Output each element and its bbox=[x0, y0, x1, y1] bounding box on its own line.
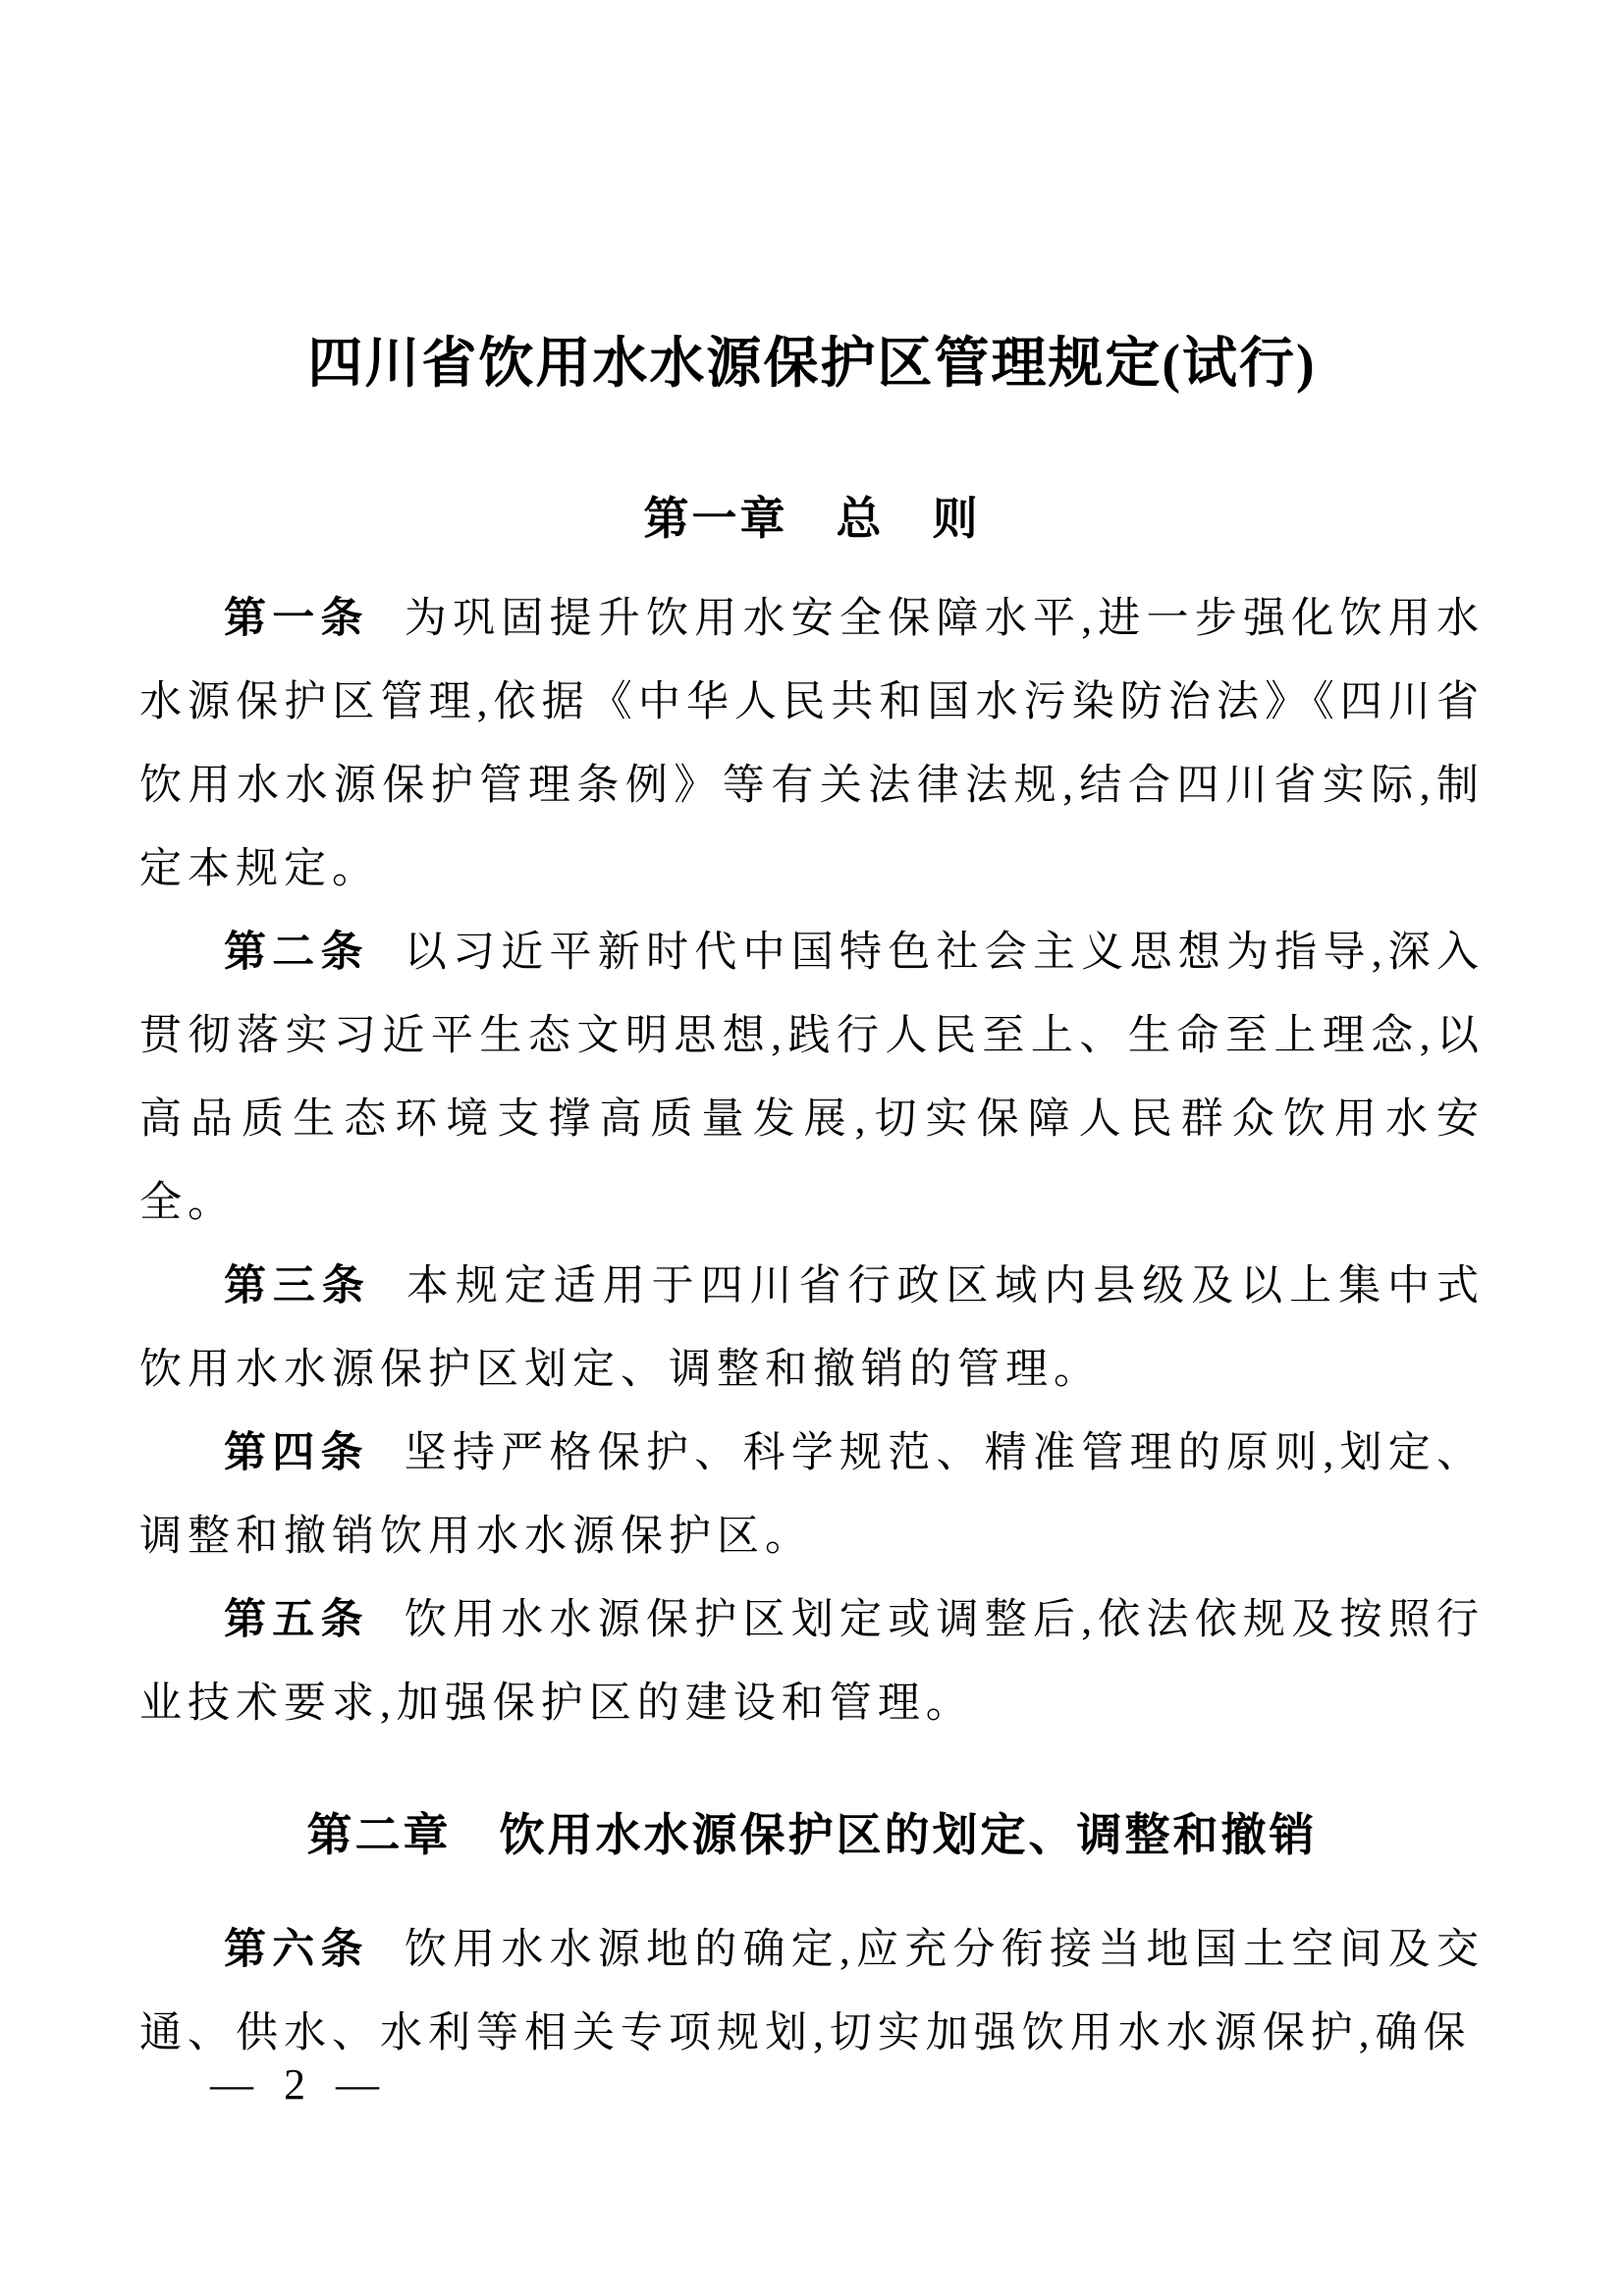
article-6 bbox=[139, 1908, 1485, 2075]
article-3-text: 本规定适用于四川省行政区域内县级及以上集中式饮用水水源保护区划定、调整和撤销的管理。 bbox=[139, 1263, 1485, 1394]
page-content bbox=[0, 332, 1624, 2075]
article-5-text: 饮用水水源保护区划定或调整后,依法依规及按照行业技术要求,加强保护区的建设和管理。 bbox=[139, 1597, 1485, 1728]
article-5-label: 第五条 bbox=[224, 1596, 369, 1644]
article-2-label: 第二条 bbox=[224, 929, 369, 977]
article-6-label: 第六条 bbox=[224, 1925, 369, 1973]
article-2-text: 以习近平新时代中国特色社会主义思想为指导,深入贯彻落实习近平生态文明思想,践行人民至上、生命至上理念,以高品质生态环境支撑高质量发展,切实保障人民群众饮用水安全。 bbox=[139, 930, 1485, 1227]
article-2 bbox=[139, 911, 1485, 1245]
document-title: 四川省饮用水水源保护区管理规定(试行) bbox=[307, 334, 1317, 395]
article-6-text: 饮用水水源地的确定,应充分衔接当地国土空间及交通、供水、水利等相关专项规划,切实加强饮用水水源保护,确保 bbox=[139, 1926, 1485, 2056]
article-4-label: 第四条 bbox=[224, 1429, 369, 1477]
chapter-2-heading: 第二章 饮用水水源保护区的划定、调整和撤销 bbox=[306, 1809, 1318, 1861]
article-5 bbox=[139, 1578, 1485, 1745]
article-4-text: 坚持严格保护、科学规范、精准管理的原则,划定、调整和撤销饮用水水源保护区。 bbox=[139, 1430, 1485, 1561]
article-1 bbox=[139, 577, 1485, 911]
page-number: — 2 — bbox=[210, 2060, 389, 2109]
chapter-1-heading: 第一章 总 则 bbox=[643, 493, 981, 545]
article-1-label: 第一条 bbox=[224, 595, 369, 643]
article-4 bbox=[139, 1412, 1485, 1578]
article-1-text: 为巩固提升饮用水安全保障水平,进一步强化饮用水水源保护区管理,依据《中华人民共和国水污染防治法》《四川省饮用水水源保护管理条例》等有关法律法规,结合四川省实际,制定本规定。 bbox=[139, 596, 1485, 893]
article-3-label: 第三条 bbox=[224, 1262, 371, 1310]
article-3 bbox=[139, 1245, 1485, 1412]
